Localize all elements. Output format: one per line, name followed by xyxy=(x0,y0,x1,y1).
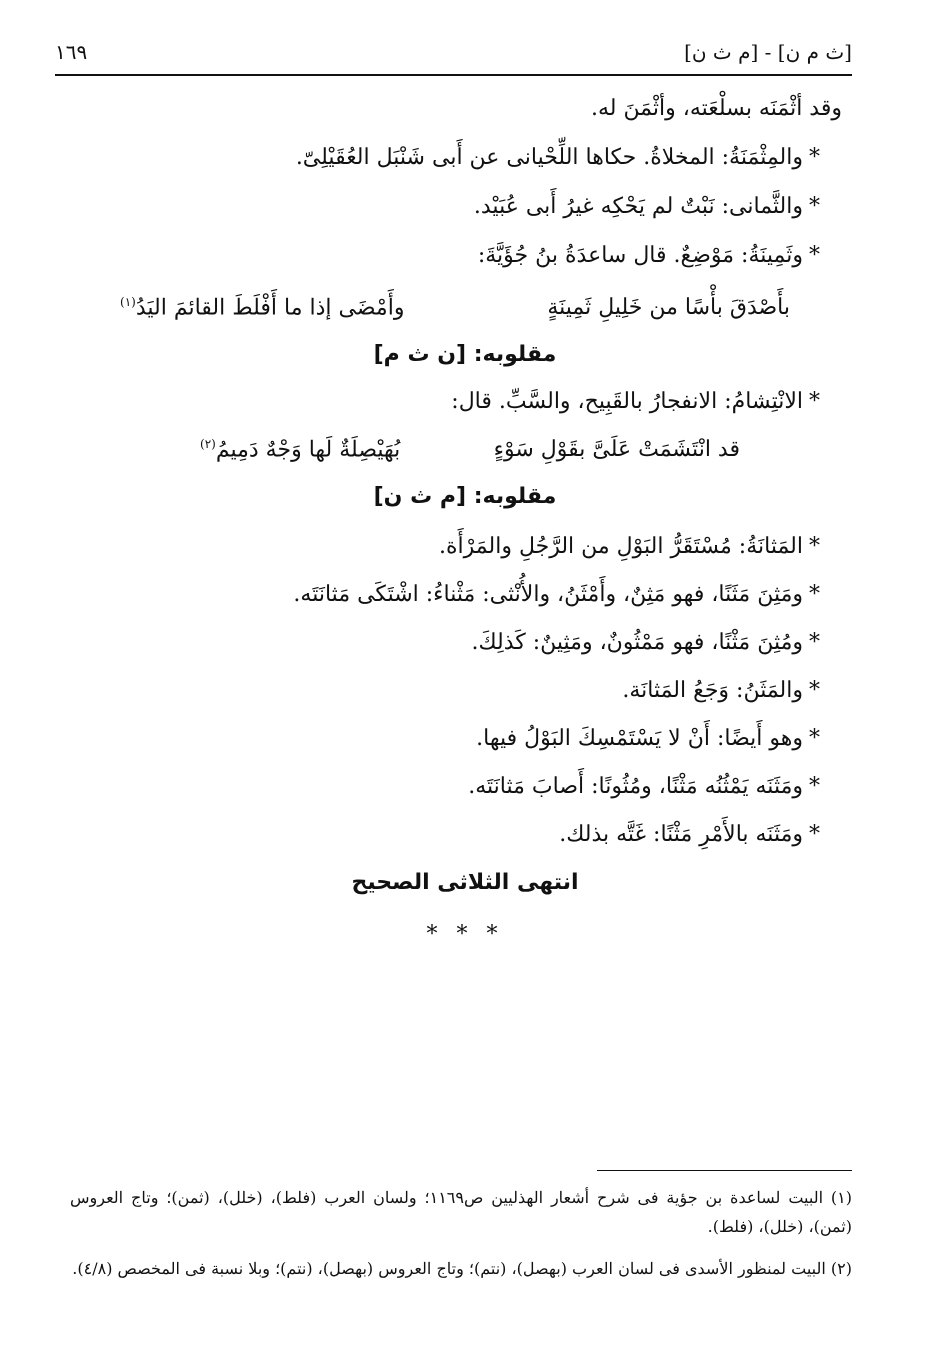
page-number: ١٦٩ xyxy=(55,40,88,64)
running-title: [ث م ن] - [م ث ن] xyxy=(684,40,852,64)
footnote-2: (٢) البيت لمنظور الأسدى فى لسان العرب (بهصل)، (نتم)؛ وتاج العروس (بهصل)، (نتم)؛ وبلا نسبة فى المخصص (٤/٨). xyxy=(72,1259,852,1278)
line-text: ومَثِنَ مَثَنًا، فهو مَثِنٌ، وأَمْثَنُ، والأُنْثى: مَثْناءُ: اشْتَكَى مَثانَتَه. xyxy=(293,582,803,607)
entry-marker: * xyxy=(809,582,820,607)
entry-thamani xyxy=(60,194,820,219)
entry-mathan xyxy=(60,678,820,703)
entry-marker: * xyxy=(809,534,820,559)
header-rule xyxy=(55,74,852,76)
entry-marker: * xyxy=(809,822,820,847)
entry-marker: * xyxy=(809,726,820,751)
footnote-ref-1: (١) xyxy=(120,295,136,309)
entry-mathana xyxy=(60,534,820,559)
footnote-1: (١) البيت لساعدة بن جؤية فى شرح أشعار الهذليين ص١١٦٩؛ ولسان العرب (فلط)، (خلل)، (ثمن)؛ وتاج العروس (ثمن)، (خلل)، (فلط). xyxy=(70,1188,853,1236)
entry-marker: * xyxy=(809,243,820,268)
entry-marker: * xyxy=(809,389,820,414)
entry-mathanahu-bil-amr xyxy=(60,822,820,847)
line-text: والمَثَنُ: وَجَعُ المَثانَة. xyxy=(622,678,803,703)
subheading-inversion-2: مقلوبه: [م ث ن] xyxy=(373,484,557,509)
line-text: ومَثَنَه بالأَمْرِ مَثْنًا: غَتَّه بذلك. xyxy=(559,822,803,847)
entry-marker: * xyxy=(809,774,820,799)
entry-marker: * xyxy=(809,194,820,219)
verse-2-second-hemistich xyxy=(200,437,400,462)
line-text: الانْتِشامُ: الانفجارُ بالقَبِيح، والسَّبِّ. قال: xyxy=(451,389,803,414)
entry-intisham xyxy=(60,389,820,414)
entry-mathan-also xyxy=(60,726,820,751)
line-text: وقد أثْمَنَه بسلْعَته، وأثْمَنَ له. xyxy=(590,96,842,121)
entry-mathanahu xyxy=(60,774,820,799)
entry-mathina xyxy=(60,582,820,607)
verse-2-first-hemistich: قد انْتَشَمَتْ عَلَىَّ بقَوْلِ سَوْءٍ xyxy=(493,437,740,462)
line-text: وهو أَيضًا: أَنْ لا يَسْتَمْسِكَ البَوْلُ فيها. xyxy=(476,726,803,751)
verse-1-first-hemistich: بأَصْدَقَ بأْسًا من خَلِيلِ ثَمِينَةٍ xyxy=(547,295,790,320)
entry-marker: * xyxy=(809,630,820,655)
line-text: المَثانَةُ: مُسْتَقَرُّ البَوْلِ من الرَّجُلِ والمَرْأَة. xyxy=(439,534,803,559)
verse-1-second-hemistich xyxy=(120,295,404,320)
line-text: ومُثِنَ مَثْنًا، فهو مَمْثُونٌ، ومَثِينٌ: كَذلِكَ. xyxy=(471,630,803,655)
entry-thamina xyxy=(60,243,820,268)
footnote-rule xyxy=(597,1170,852,1171)
verse-1-text: وأَمْضَى إذا ما أَفْلَطَ القائمَ اليَدُ xyxy=(135,295,405,321)
line-text: والثَّمانى: نَبْتٌ لم يَحْكِه غيرُ أَبى عُبَيْد. xyxy=(473,194,803,219)
section-divider-stars: * * * xyxy=(426,922,504,947)
running-header xyxy=(55,40,852,72)
line-text: والمِثْمَنَةُ: المخلاةُ. حكاها اللِّحْيانى عن أَبى شَنْبَل العُقَيْلِىّ. xyxy=(295,145,803,170)
entry-muthina xyxy=(60,630,820,655)
verse-2-text: بُهَيْصِلَةٌ لَها وَجْهٌ دَمِيمُ xyxy=(215,437,401,463)
entry-marker: * xyxy=(809,145,820,170)
line-text: وثَمِينَةُ: مَوْضِعٌ. قال ساعدَةُ بنُ جُؤَيَّةَ: xyxy=(477,243,803,268)
text-line-1 xyxy=(60,96,842,121)
footnote-ref-2: (٢) xyxy=(200,437,216,451)
entry-marker: * xyxy=(809,678,820,703)
closing-heading: انتهى الثلاثى الصحيح xyxy=(351,870,579,895)
subheading-inversion-1: مقلوبه: [ن ث م] xyxy=(373,342,557,367)
line-text: ومَثَنَه يَمْثُنُه مَثْنًا، ومُثُونًا: أَصابَ مَثانَتَه. xyxy=(468,774,803,799)
entry-mithmana xyxy=(60,145,820,170)
